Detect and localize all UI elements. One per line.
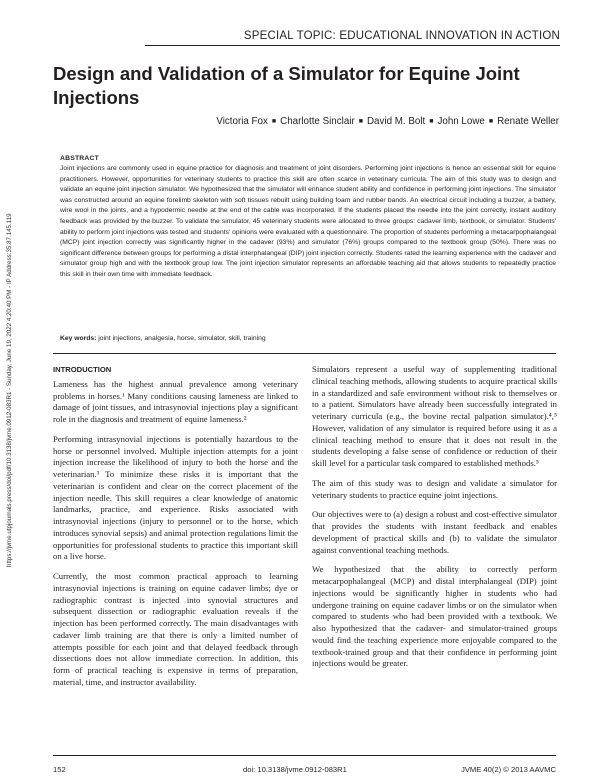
special-topic-label: SPECIAL TOPIC: EDUCATIONAL INNOVATION IN ACTION bbox=[243, 30, 560, 42]
right-column bbox=[312, 364, 557, 678]
introduction-heading: INTRODUCTION bbox=[53, 365, 112, 374]
abstract-heading: ABSTRACT bbox=[60, 155, 99, 162]
body-paragraph: Performing intrasynovial injections is potentially hazardous to the horse or personnel involved. Multiple injection attempts for a joint injection increase the likelihood of injury to both the horse and the veterinarian.³ To minimize these risks it is important that the veterinarian is confident and clear on the correct placement of the injection needle. This skill requires a clear knowledge of anatomic landmarks, practice, and experience. Risks associated with intrasynovial injections (injury to personnel or to the horse, which introduces synovial sepsis) and animal protection regulations limit the opportunities for professional students to practice this important skill on a live horse. bbox=[53, 433, 298, 562]
body-paragraph: Currently, the most common practical approach to learning intrasynovial injections is training on equine cadaver limbs; dye or radiographic contrast is injected into synovial structures and subsequent dissection or radiographic evaluation reveals if the injection has been performed correctly. The main disadvantages with cadaver limb training are that there is only a limited number of attempts possible for each joint and that delayed feedback through dissections does not allow immediate correction. In addition, this form of practical teaching is expensive in terms of preparation, material, time, and instructor availability. bbox=[53, 571, 298, 687]
download-watermark: https://jvme.utpjournals.press/doi/pdf/10.3138/jvme.0912-083R1 - Sunday, June 19, 2022 4:20:40 PM - IP Address:35.87.145.119 bbox=[6, 213, 13, 567]
author-separator: ■ bbox=[271, 118, 277, 125]
author-name[interactable]: Renate Weller bbox=[497, 116, 559, 127]
abstract-section bbox=[60, 155, 556, 281]
author-separator: ■ bbox=[429, 118, 434, 125]
keywords-line bbox=[60, 335, 556, 342]
author-name[interactable]: John Lowe bbox=[437, 116, 485, 127]
author-separator: ■ bbox=[488, 118, 494, 125]
body-paragraph: The aim of this study was to design and validate a simulator for veterinary students to practice equine joint injections. bbox=[312, 477, 557, 500]
topic-divider bbox=[145, 45, 560, 46]
author-list bbox=[60, 116, 559, 127]
author-separator: ■ bbox=[358, 118, 363, 125]
author-name[interactable]: David M. Bolt bbox=[366, 116, 426, 127]
article-title: Design and Validation of a Simulator for Equine Joint Injections bbox=[53, 63, 520, 108]
keywords-label: Key words: bbox=[60, 335, 97, 342]
body-paragraph: We hypothesized that the ability to correctly perform metacarpophalangeal (MCP) and distal interphalangeal (DIP) joint injections would be significantly higher in students who had undergone training on equine cadaver limbs or on the simulator when compared to students who had been provided with a textbook. We also hypothesized that the cadaver- and simulator-trained groups would find the teaching experience more enjoyable compared to the textbook-trained group and that their confidence in performing joint injections would be greater. bbox=[312, 564, 557, 669]
keywords-list: joint injections, analgesia, horse, simulator, skill, training bbox=[98, 335, 266, 342]
author-name[interactable]: Victoria Fox bbox=[216, 116, 268, 127]
body-paragraph: Lameness has the highest annual prevalence among veterinary problems in horses.¹ Many conditions causing lameness are linked to damage of joint tissues, and intrasynovial injections play a significant role in the diagnosis and treatment of equine lameness.² bbox=[53, 378, 298, 424]
body-paragraph: Simulators represent a useful way of supplementing traditional clinical teaching methods, allowing students to acquire practical skills in a standardized and safe environment without risk to themselves or to a patient. Simulators have already been successfully integrated in veterinary curricula (e.g., the bovine rectal palpation simulator).⁴,⁵ However, validation of any simulator is required before using it as a clinical teaching method to ensure that it does not result in the students developing a false sense of confidence or reduction of their skill level for a particular task compared to established methods.⁵ bbox=[312, 364, 557, 468]
doi-link[interactable]: doi: 10.3138/jvme.0912-083R1 bbox=[243, 765, 347, 774]
left-column bbox=[53, 364, 298, 697]
keywords-divider bbox=[53, 353, 556, 354]
journal-citation: JVME 40(2) © 2013 AAVMC bbox=[461, 765, 556, 774]
page-number: 152 bbox=[53, 765, 66, 774]
footer-divider bbox=[53, 755, 556, 756]
author-name[interactable]: Charlotte Sinclair bbox=[280, 116, 355, 127]
abstract-text: Joint injections are commonly used in equine practice for diagnosis and treatment of joint disorders. Performing joint injections is hence an essential skill for equine practitioners. However, opportunities for veterinary students to practice this skill are often scarce in veterinary curricula. The aim of this study was to design and validate an equine joint injection simulator. We hypothesized that the simulator will enhance student ability and confidence in performing joint injections. The simulator was constructed around an equine forelimb skeleton with soft tissues rebuilt using building foam and rubber bands. An electrical circuit including a buzzer, a battery, wire wool in the joints, and a hypodermic needle at the end of the cable was incorporated. If the students placed the needle into the joint correctly, instant auditory feedback was provided by the buzzer. To validate the simulator, 45 veterinary students were allocated to three groups: cadaver limb, textbook, or simulator. Students' ability to perform joint injections was tested and students' opinions were evaluated with a questionnaire. The proportion of students performing a metacarpophalangeal (MCP) joint injection correctly was significantly higher in the cadaver (93%) and simulator (76%) groups compared to the textbook group (50%). There was no significant difference between groups for performing a distal interphalangeal (DIP) joint injection correctly. Students rated the learning experience with the cadaver and simulator group high and with the textbook group low. The joint injection simulator represents an affordable teaching aid that allows students to repeatedly practice this skill in their own time with immediate feedback. bbox=[60, 165, 556, 278]
body-paragraph: Our objectives were to (a) design a robust and cost-effective simulator that provides the students with instant feedback and enables development of practical skills and (b) to validate the simulator against conventional teaching methods. bbox=[312, 509, 557, 555]
